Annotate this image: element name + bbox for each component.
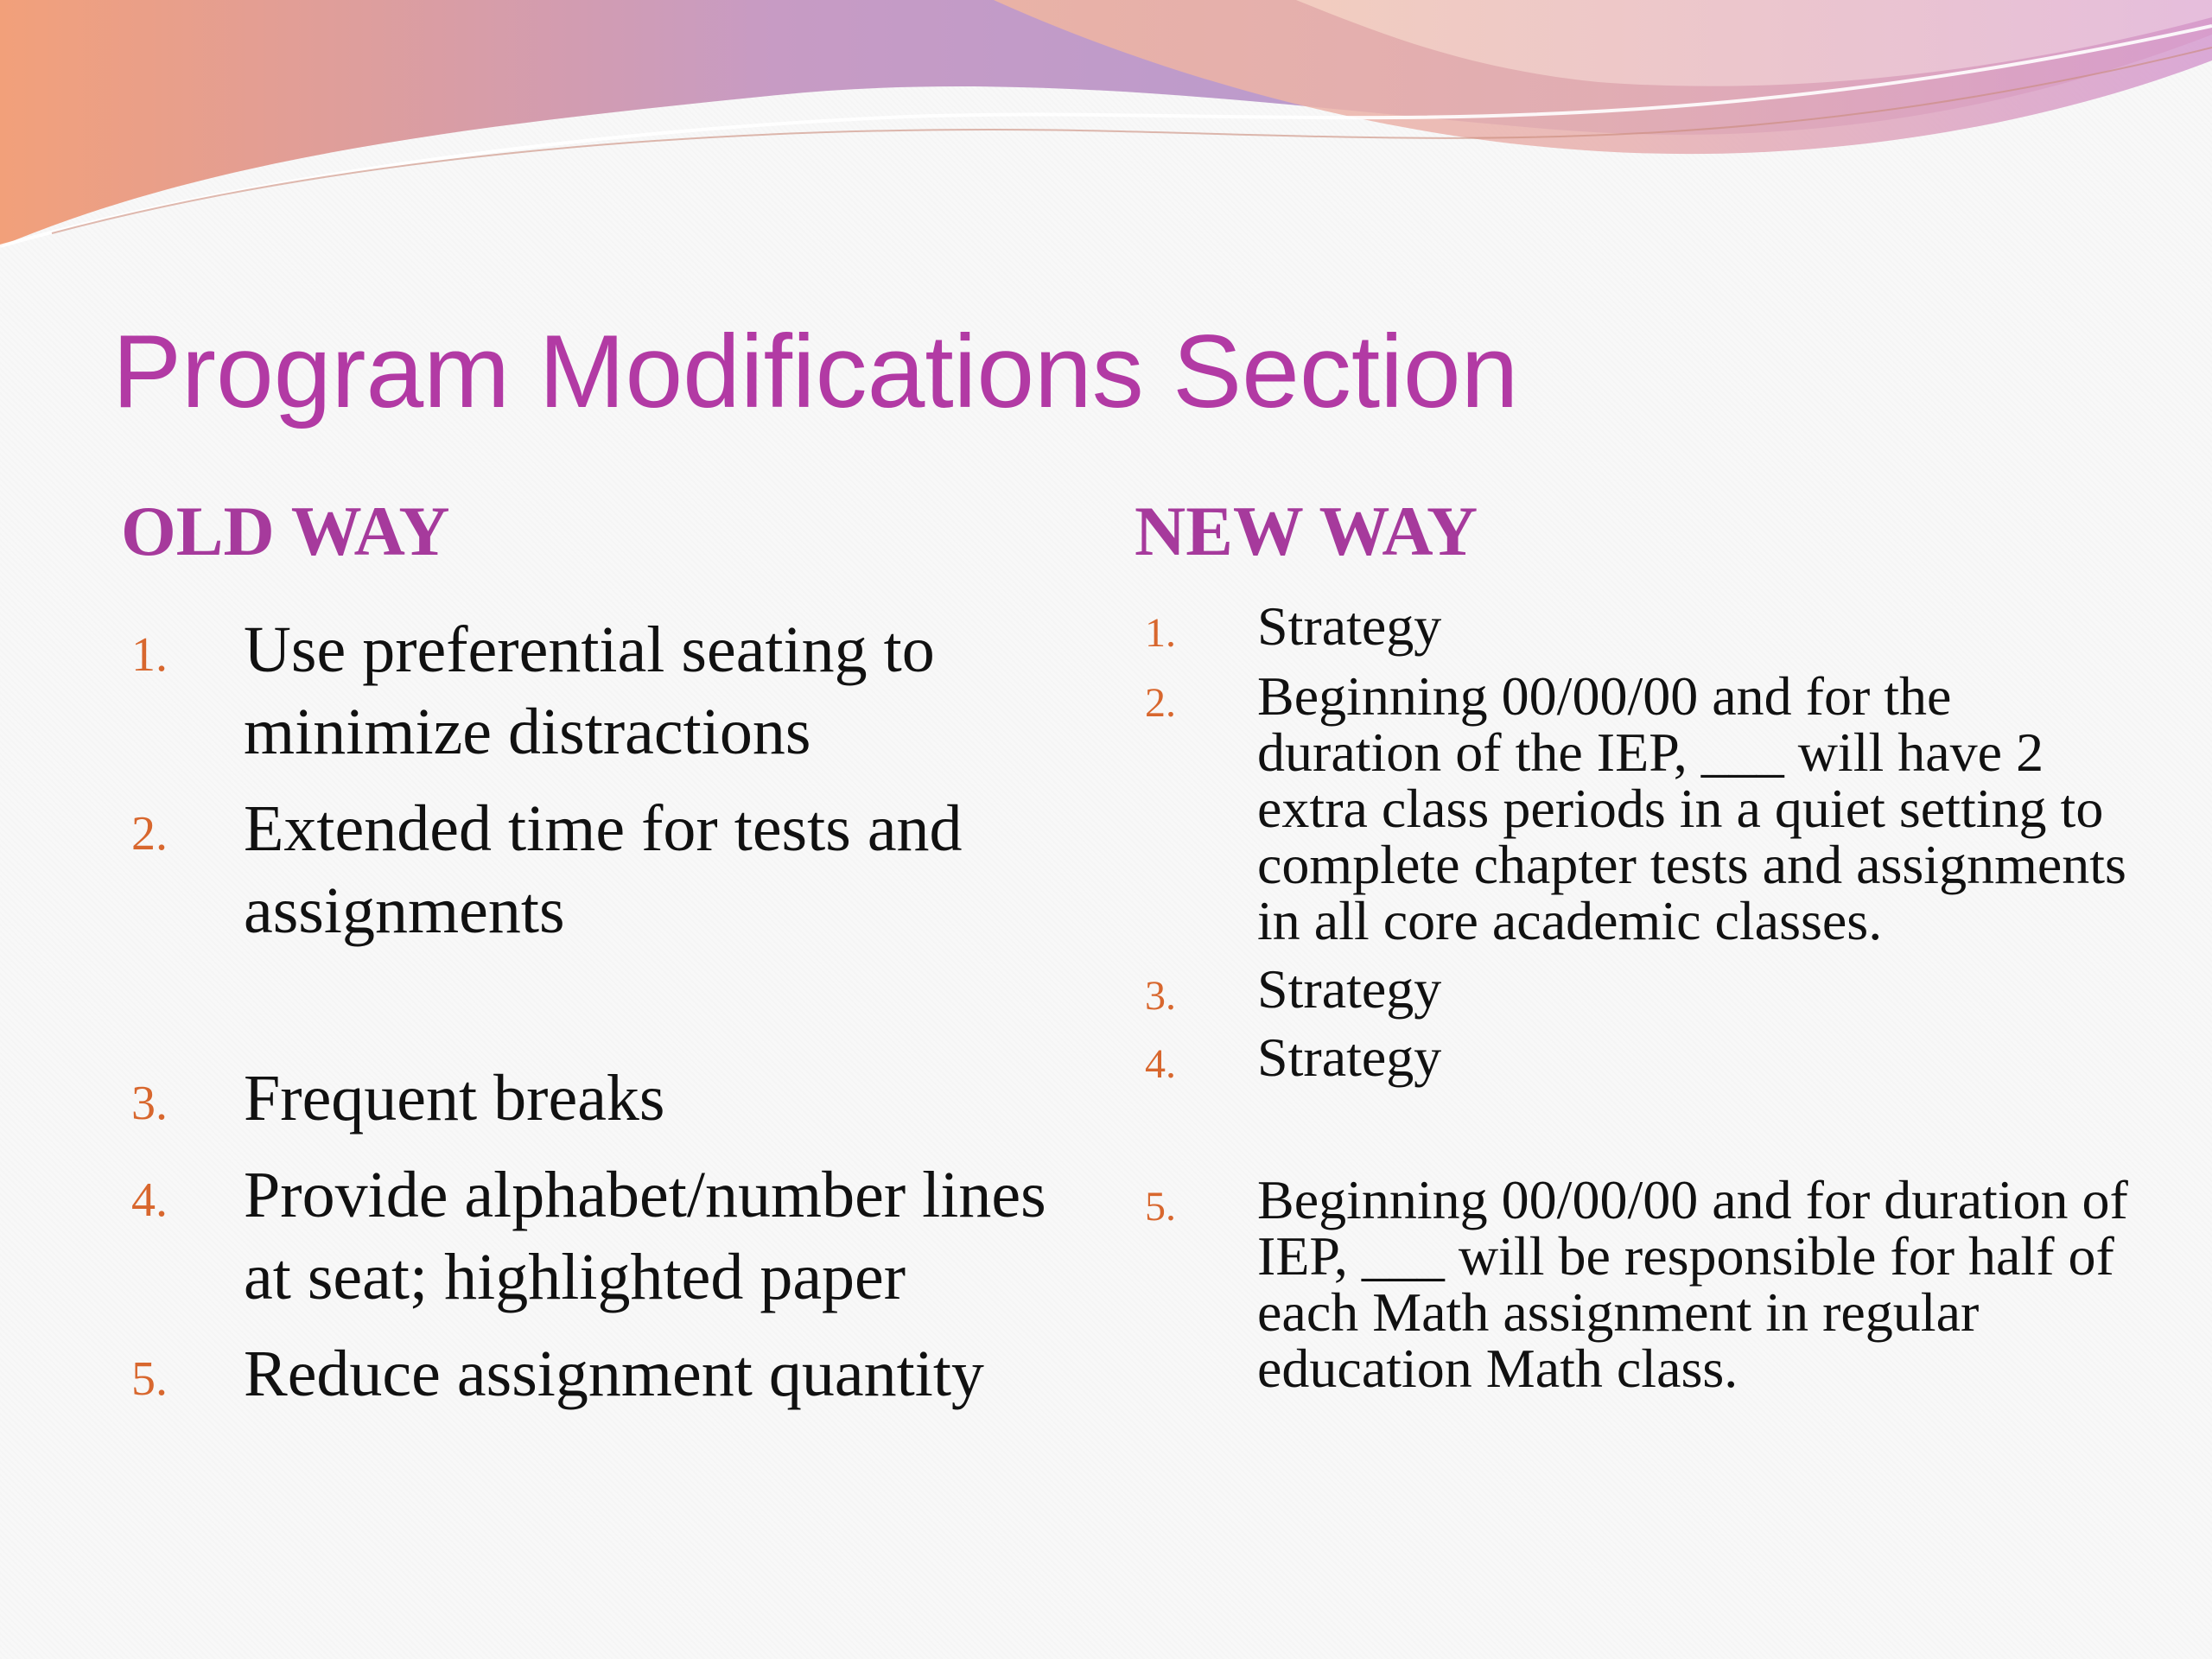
new-way-heading: NEW WAY xyxy=(1135,492,1478,570)
new-way-item-3 xyxy=(1145,958,2147,1020)
list-number: 5. xyxy=(1145,1184,1176,1230)
list-item-text: Extended time for tests and assignments xyxy=(244,792,963,947)
list-number: 2. xyxy=(131,807,168,861)
list-number: 1. xyxy=(131,628,168,682)
list-item-text: Use preferential seating to minimize distractions xyxy=(244,613,935,768)
old-way-heading: OLD WAY xyxy=(121,492,450,570)
old-way-item-1 xyxy=(131,609,1082,773)
old-way-item-4 xyxy=(131,1154,1082,1319)
list-number: 4. xyxy=(1145,1041,1176,1087)
list-item-text: Beginning 00/00/00 and for the duration of the IEP, ___ will have 2 extra class periods in a quiet setting to complete chapter tests and assignments in all core academic classes. xyxy=(1257,665,2126,951)
list-item-text: Frequent breaks xyxy=(244,1062,665,1135)
list-number: 1. xyxy=(1145,610,1176,656)
list-number: 2. xyxy=(1145,680,1176,726)
old-way-item-5 xyxy=(131,1333,1082,1415)
old-way-list xyxy=(131,609,1082,1415)
list-item-text: Strategy xyxy=(1257,595,1442,657)
slide-title: Program Modifications Section xyxy=(112,314,1519,429)
list-item-text: Strategy xyxy=(1257,1027,1442,1088)
decorative-wave-banner xyxy=(0,0,2212,259)
old-way-item-2 xyxy=(131,788,1082,952)
old-way-item-3 xyxy=(131,1058,1082,1140)
list-item-text: Strategy xyxy=(1257,958,1442,1020)
new-way-item-4 xyxy=(1145,1027,2147,1088)
new-way-item-1 xyxy=(1145,595,2147,657)
list-number: 3. xyxy=(1145,973,1176,1019)
list-item-text: Beginning 00/00/00 and for duration of IEP, ___ will be responsible for half of each Math assignment in regular education Math class. xyxy=(1257,1169,2128,1399)
list-number: 5. xyxy=(131,1352,168,1406)
list-item-text: Reduce assignment quantity xyxy=(244,1338,984,1410)
new-way-item-2 xyxy=(1145,665,2147,951)
new-way-item-5 xyxy=(1145,1169,2147,1399)
new-way-list xyxy=(1145,595,2147,1399)
list-number: 4. xyxy=(131,1173,168,1227)
list-item-text: Provide alphabet/number lines at seat; highlighted paper xyxy=(244,1159,1046,1313)
list-number: 3. xyxy=(131,1077,168,1130)
